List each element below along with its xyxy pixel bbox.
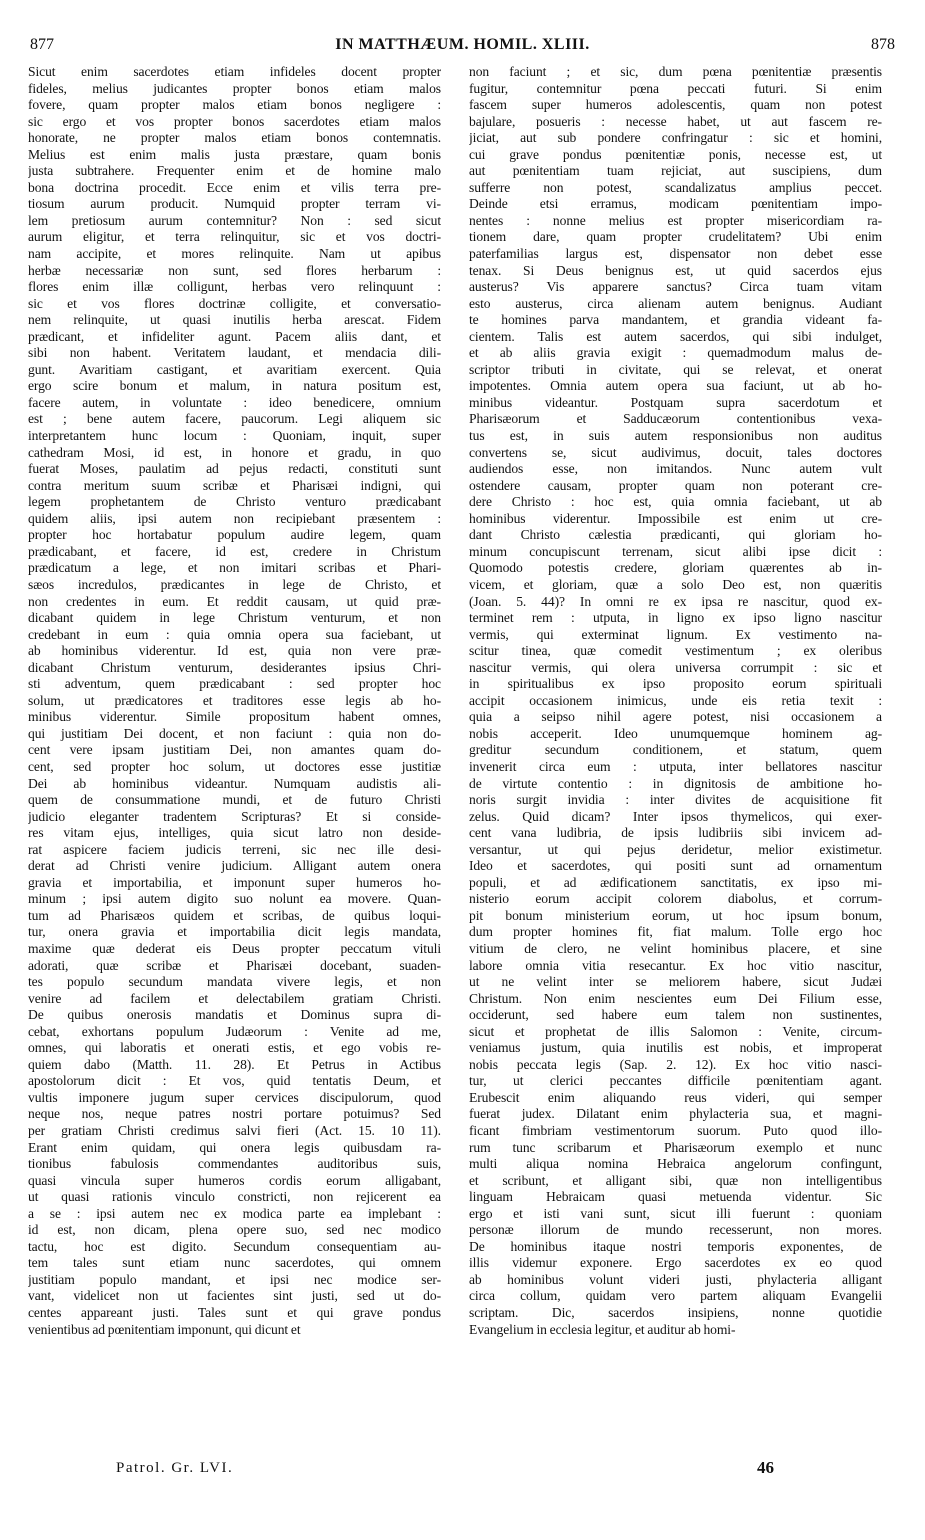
text-line: cent vere ipsam justitiam Dei, non amantes quam do-	[28, 742, 441, 758]
text-line: greditur secundum conditionem, et statum, quem	[469, 742, 882, 758]
text-line: ut quasi rationis vinculo constricti, non rejicerent ea	[28, 1189, 441, 1205]
text-line: ergo scire bonum et malum, in natura positum est,	[28, 378, 441, 394]
running-title: IN MATTHÆUM. HOMIL. XLIII.	[335, 36, 590, 53]
text-line: de virtute contentio : in dignitosis de ambitione ho-	[469, 775, 882, 791]
text-line: venientibus ad pœnitentiam imponunt, qui dicunt et	[28, 1321, 301, 1337]
text-line: prædicant, et infideliter agunt. Pacem aliis dant, et	[28, 328, 441, 344]
right-text-column	[469, 64, 882, 1338]
text-line: quem de consummatione mundi, et de futuro Christi	[28, 792, 441, 808]
page-number-right: 878	[871, 36, 895, 53]
text-line: cui grave pondus pœnitentiæ ponis, necesse est, ut	[469, 146, 882, 162]
page-header	[30, 36, 895, 60]
text-line: non credentes in eum. Et reddit causam, ut quid præ-	[28, 593, 441, 609]
text-line: centes appareant justi. Tales sunt et qui grave pondus	[28, 1305, 441, 1321]
text-line: Dei ab hominibus videantur. Numquam audistis ali-	[28, 775, 441, 791]
text-line: tus est, in suis autem responsionibus non auditus	[469, 428, 882, 444]
text-line: tum ad Pharisæos quidem et scribas, de quibus loqui-	[28, 907, 441, 923]
text-line: rat aspicere faciem judicis terreni, sic nec ille desi-	[28, 841, 441, 857]
text-line: fascem super humeros adolescentis, quam non potest	[469, 97, 882, 113]
text-line: nascitur vermis, qui olera universa corrumpit : sic et	[469, 659, 882, 675]
text-line: ficant fimbriam vestimentorum suorum. Puto quod illo-	[469, 1123, 882, 1138]
text-line: quasi vincula super humeros cordis eorum alligabant,	[28, 1172, 441, 1188]
text-line: te homines parva mandantem, et grandia videant fa-	[469, 312, 882, 328]
text-line: scriptam. Dic, sacerdos insipiens, nonne quotidie	[469, 1305, 882, 1321]
text-line: versantur, ut qui pejus deridetur, melior existimetur.	[469, 841, 882, 857]
text-line: dere Christo : hoc est, quia omnia faciebant, ut ab	[469, 494, 882, 510]
text-line: omnes, qui laboratis et onerati estis, et ego vobis re-	[28, 1040, 441, 1056]
text-line: lem pretiosum aurum contemnitur? Non : sed sicut	[28, 212, 441, 228]
text-line: cent, sed propter hoc solum, ut doctores esse justitiæ	[28, 758, 441, 774]
text-line: a se : ipsi autem nec ex modica parte ea implebant :	[28, 1205, 441, 1221]
text-line: venire ad facilem et delectabilem gratiam Christi.	[28, 990, 441, 1006]
text-line: (Joan. 5. 44)? In omni re ex ipsa re nascitur, quod ex-	[469, 593, 882, 609]
text-line: noris surgit invidia : inter divites de acquisitione fit	[469, 792, 882, 808]
text-line: ostendere causam, propter quam non poterant cre-	[469, 477, 882, 493]
text-line: legem prophetantem de Christo venturo prædicabant	[28, 494, 441, 510]
text-line: Melius est enim malis justa præstare, quam bonis	[28, 146, 441, 162]
text-line: sicut et prophetat de illis Salomon : Venite, circum-	[469, 1023, 882, 1039]
text-line: res vitam ejus, intelliges, quia sicut latro non deside-	[28, 825, 441, 841]
text-line: tionibus fabulosis commendantes auditoribus suis,	[28, 1156, 441, 1172]
text-line: et ab aliis gravia exigit : quemadmodum malus de-	[469, 345, 882, 361]
text-line: nisterio eorum accipit colorem diabolus, et corrum-	[469, 891, 882, 907]
text-line: fugitur, contemnitur pœna peccati futuri. Si enim	[469, 80, 882, 96]
text-line: est ; bene autem facere, paucorum. Legi aliquem sic	[28, 411, 441, 427]
text-line: tiosum aurum producit. Numquid propter terram vi-	[28, 196, 441, 212]
text-line: minibus videantur. Postquam supra sacerdotum et	[469, 394, 882, 410]
text-line: Ideo et sacerdotes, qui positi sunt ad ornamentum	[469, 858, 882, 874]
text-line: Sicut enim sacerdotes etiam infideles docent propter	[28, 64, 441, 79]
text-line: herbæ necessariæ non sunt, sed flores herbarum :	[28, 262, 441, 278]
text-line: per gratiam Christi credimus salvi fieri (Act. 15. 10 11).	[28, 1123, 441, 1138]
text-line: apostolorum dicit : Et vos, quid tentatis Deum, et	[28, 1073, 441, 1089]
text-line: quia a seipso nihil agere potest, nisi occasionem a	[469, 709, 882, 725]
text-line: tactu, hoc est digito. Secundum consequentiam au-	[28, 1238, 441, 1254]
text-line: sufferre non potest, scandalizatus amplius peccet.	[469, 179, 882, 195]
text-line: dicabant quidem in lege Christum venturum, et non	[28, 610, 441, 626]
text-line: non faciunt ; et sic, dum pœna pœnitentiæ præsentis	[469, 64, 882, 79]
text-line: bajulare, posueris : necesse habet, ut aut fascem re-	[469, 113, 882, 129]
text-line: minibus viderentur. Simile propositum habent omnes,	[28, 709, 441, 725]
page-footer	[30, 1458, 895, 1488]
text-line: gunt. Avaritiam castigant, et avaritiam exercent. Quia	[28, 361, 441, 377]
text-line: Christum. Non enim nescientes eum Dei Filium esse,	[469, 990, 882, 1006]
text-line: ergo et isti vani sunt, sicut illi fuerunt : quoniam	[469, 1205, 882, 1221]
text-line: minum concupiscunt terrenam, sicut alibi ipse dicit :	[469, 543, 882, 559]
text-line: bona doctrina procedit. Ecce enim et vilis terra pre-	[28, 179, 441, 195]
text-line: vitium de clero, ne velint hominibus placere, et sine	[469, 940, 882, 956]
text-line: prædicabant, et facere, id est, credere in Christum	[28, 543, 441, 559]
text-line: audiendos esse, non imitandos. Nunc autem vult	[469, 461, 882, 477]
text-line: dicabant Christum venturum, desiderantes ipsius Chri-	[28, 659, 441, 675]
text-line: veniamus justum, quia inutilis est nobis, et improperat	[469, 1040, 882, 1056]
text-line: linguam Hebraicam quasi metuenda videntur. Sic	[469, 1189, 882, 1205]
text-line: fideles, melius judicantes propter bonos etiam malos	[28, 80, 441, 96]
text-line: labore omnia vitia resecantur. Ex hoc vitio nascitur,	[469, 957, 882, 973]
text-line: maxime quæ dederat eis Deus propter peccatum vituli	[28, 940, 441, 956]
text-line: ab hominibus volunt videri justi, phylacteria alligant	[469, 1271, 882, 1287]
text-line: De hominibus itaque nostri temporis exponentes, de	[469, 1238, 882, 1254]
text-line: honorate, ne propter malos etiam bonos contemnatis.	[28, 130, 441, 146]
text-line: fuerat Moses, paulatim ad pejus redacti, constituti sunt	[28, 461, 441, 477]
text-line: cent vana ludibria, de ipsis ludibriis sibi invicem ad-	[469, 825, 882, 841]
sheet-number: 46	[757, 1458, 774, 1477]
text-line: scitur tinea, quæ comedit vestimentum ; ex oleribus	[469, 643, 882, 659]
text-line: jiciat, aut sub pondere confringatur : sic et homini,	[469, 130, 882, 146]
text-line: Deinde etsi erramus, modicam pœnitentiam impo-	[469, 196, 882, 212]
text-line: vultis imponere jugum super cervices discipulorum, quod	[28, 1089, 441, 1105]
text-line: contra meritum suum scribæ et Pharisæi indigni, qui	[28, 477, 441, 493]
text-line: tionem dare, quam propter crudelitatem? Ubi enim	[469, 229, 882, 245]
text-line: flores enim illæ colligunt, herbas vero relinquunt :	[28, 279, 441, 295]
text-line: tur, onera gravia et importabilia dicit legis mandata,	[28, 924, 441, 940]
text-line: De quibus onerosis mandatis et Dominus supra di-	[28, 1007, 441, 1023]
left-text-column	[28, 64, 441, 1338]
text-line: nobis peccata legis (Sap. 2. 12). Ex hoc vitio nasci-	[469, 1056, 882, 1072]
text-line: zelus. Quid dicam? Inter ipsos thymelicos, qui exer-	[469, 808, 882, 824]
text-line: paterfamilias largus est, dispensator non debet esse	[469, 246, 882, 262]
text-line: tur, ut clerici peccantes difficile pœnitentiam agant.	[469, 1073, 882, 1089]
printer-signature: Patrol. Gr. LVI.	[116, 1460, 234, 1476]
text-line: nobis acceperit. Ideo unumquemque hominem ag-	[469, 725, 882, 741]
text-line: convertens se, sicut audivimus, docuit, tales doctores	[469, 444, 882, 460]
text-line: ab hominibus viderentur. Id est, quia non vere præ-	[28, 643, 441, 659]
text-line: adorati, quæ scribæ et Pharisæi docebant, suaden-	[28, 957, 441, 973]
text-line: qui justitiam Dei docent, et non faciunt : quia non do-	[28, 725, 441, 741]
text-line: cebat, exhortans populum Judæorum : Venite ad me,	[28, 1023, 441, 1039]
text-line: aurum eligitur, et terra relinquitur, sic et vos doctri-	[28, 229, 441, 245]
text-line: solum, ut prædicatores et traditores esse legis ab ho-	[28, 692, 441, 708]
text-line: pit bonum ministerium eorum, ut hoc ipsum bonum,	[469, 907, 882, 923]
text-line: sic et vos flores doctrinæ colligite, et conversatio-	[28, 295, 441, 311]
text-line: fovere, quam propter malos etiam bonos negligere :	[28, 97, 441, 113]
text-line: cathedram Mosi, id est, in honore et gradu, in quo	[28, 444, 441, 460]
text-line: sic ergo et vos propter bonos sacerdotes etiam malos	[28, 113, 441, 129]
text-line: nentes : nonne melius est propter misericordiam ra-	[469, 212, 882, 228]
text-line: Evangelium in ecclesia legitur, et auditur ab homi-	[469, 1321, 736, 1337]
text-line: et scribunt, et alligant sibi, quæ non intelligentibus	[469, 1172, 882, 1188]
text-line: sibi non habent. Veritatem laudant, et mendacia dili-	[28, 345, 441, 361]
text-line: tes populo secundum mandata vivere legis, et non	[28, 974, 441, 990]
text-line: justitiam populo mandant, et ipsi nec modice ser-	[28, 1271, 441, 1287]
text-line: dant Christo cælestia prædicanti, qui gloriam ho-	[469, 527, 882, 543]
text-line: accipit occasionem inimicus, unde eis retia texit :	[469, 692, 882, 708]
text-line: prædicatum a lege, et non imitari scribas et Phari-	[28, 560, 441, 576]
text-line: Erubescit enim aliquando reus videri, qui semper	[469, 1089, 882, 1105]
text-line: hominibus viderentur. Impossibile est enim ut cre-	[469, 510, 882, 526]
text-line: populi, et ad ædificationem sanctitatis, ex ipso mi-	[469, 874, 882, 890]
text-line: vermis, qui exterminat lignum. Ex vestimento na-	[469, 626, 882, 642]
text-line: propter hoc hortabatur populum audire legem, quam	[28, 527, 441, 543]
page-number-left: 877	[30, 36, 54, 53]
text-line: vicem, et gloriam, quæ a solo Deo est, non quæritis	[469, 576, 882, 592]
text-line: justa subtrahere. Frequenter enim et de homine malo	[28, 163, 441, 179]
text-line: credebant in eum : quia omnia opera sua faciebant, ut	[28, 626, 441, 642]
text-line: personæ illorum de mundo recesserunt, non mores.	[469, 1222, 882, 1238]
text-line: tem tales sunt etiam nunc sacerdotes, qui omnem	[28, 1255, 441, 1271]
text-line: cientem. Talis est autem sacerdos, qui sibi indulget,	[469, 328, 882, 344]
text-line: in spiritualibus ex ipso proposito eorum spirituali	[469, 676, 882, 692]
text-line: fuerat judex. Dilatant enim phylacteria sua, et magni-	[469, 1106, 882, 1122]
text-line: tenax. Si Deus benignus est, ut quid sacerdos ejus	[469, 262, 882, 278]
text-line: sæos incredulos, prædicantes in lege de Christo, et	[28, 576, 441, 592]
text-line: gravia et importabilia, et imponunt super humeros ho-	[28, 874, 441, 890]
text-line: Erant enim quidam, qui onera legis quibusdam ra-	[28, 1139, 441, 1155]
text-line: nam accipite, et mores relinquite. Nam ut apibus	[28, 246, 441, 262]
text-line: terminet rem : utputa, in ligno ex ipso ligno nascitur	[469, 610, 882, 626]
text-line: nem relinquite, ut quasi inutilis herba arescat. Fidem	[28, 312, 441, 328]
text-line: circa collum, quidam vero partem aliquam Evangelii	[469, 1288, 882, 1304]
text-line: interpretantem hunc locum : Quoniam, inquit, super	[28, 428, 441, 444]
text-line: facere autem, in voluntate : ideo benedicere, omnium	[28, 394, 441, 410]
text-line: neque nos, neque patres nostri portare potuimus? Sed	[28, 1106, 441, 1122]
text-line: vant, videlicet non ut facientes sint justi, sed ut do-	[28, 1288, 441, 1304]
text-line: dum propter homines fit, fiat malum. Tolle ergo hoc	[469, 924, 882, 940]
text-line: id est, non dicam, plena opere suo, sed nec modico	[28, 1222, 441, 1238]
text-line: quidem aliis, ipsi autem non recipiebant præsentem :	[28, 510, 441, 526]
text-line: aut pœnitentiam tuam rejiciat, aut suscipiens, dum	[469, 163, 882, 179]
text-line: ut ne velint inter se meliorem habere, sicut Judæi	[469, 974, 882, 990]
text-line: sti adventum, quem prædicabant : sed propter hoc	[28, 676, 441, 692]
text-line: Pharisæorum et Sadducæorum contentionibus vexa-	[469, 411, 882, 427]
text-line: invenerit circa eum : utputa, inter bellatores nascitur	[469, 758, 882, 774]
text-line: judicio eleganter tradentem Scripturas? Et si conside-	[28, 808, 441, 824]
text-line: quiem dabo (Matth. 11. 28). Et Petrus in Actibus	[28, 1056, 441, 1072]
text-line: occiderunt, sed habere eum talem non sustinentes,	[469, 1007, 882, 1023]
text-line: esto austerus, circa alienam autem benignus. Audiant	[469, 295, 882, 311]
text-line: derat ad Christi venire judicium. Alligant autem onera	[28, 858, 441, 874]
text-line: austerus? Vis apparere sanctus? Circa tuam vitam	[469, 279, 882, 295]
text-line: impotentes. Omnia autem opera sua faciunt, ut ab ho-	[469, 378, 882, 394]
text-line: illis videmur exponere. Ergo sacerdotes ex eo quod	[469, 1255, 882, 1271]
text-line: Quomodo potestis credere, gloriam quærentes ab in-	[469, 560, 882, 576]
text-line: minum ; ipsi autem digito suo nolunt ea movere. Quan-	[28, 891, 441, 907]
text-line: multi aliqua nomina Hebraica angelorum confingunt,	[469, 1156, 882, 1172]
text-line: scriptor tributi in civitate, qui se relevat, et onerat	[469, 361, 882, 377]
text-line: rum tunc scribarum et Pharisæorum exemplo et nunc	[469, 1139, 882, 1155]
